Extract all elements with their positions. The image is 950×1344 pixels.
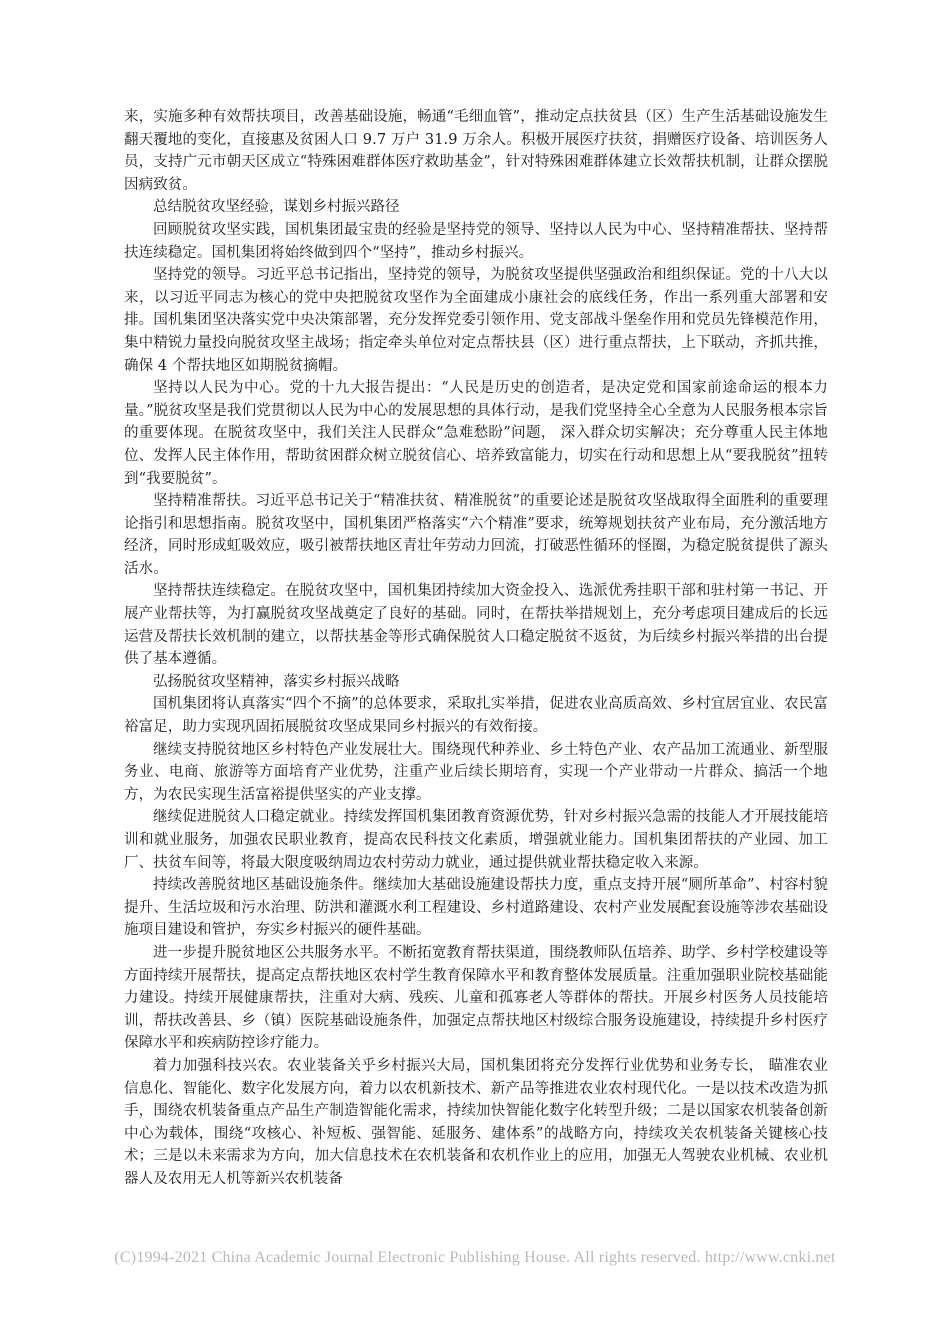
paragraph-infrastructure: 持续改善脱贫地区基础设施条件。继续加大基础设施建设帮扶力度，重点支持开展“厕所革命”、村容村貌提升、生活垃圾和污水治理、防洪和灌溉水利工程建设、乡村道路建设、农村产业发展配套设施等涉农基础设施项目建设和管护，夯实乡村振兴的硬件基础。 [124,877,828,939]
paragraph-party-leadership: 坚持党的领导。习近平总书记指出，坚持党的领导，为脱贫攻坚提供坚强政治和组织保证。党的十八大以来，以习近平同志为核心的党中央把脱贫攻坚作为全面建成小康社会的底线任务，作出一系列重大部署和安排。国机集团坚决落实党中央决策部署，充分发挥党委引领作用、党支部战斗堡垒作用和党员先锋模范作用，集中精锐力量投向脱贫攻坚主战场；指定牵头单位对定点帮扶县（区）进行重点帮扶，上下联动，齐抓共推，确保 4 个帮扶地区如期脱贫摘帽。 [124,267,828,374]
section-heading-summary: 总结脱贫攻坚经验，谋划乡村振兴路径 [153,199,400,216]
paragraph-technology-agriculture: 着力加强科技兴农。农业装备关乎乡村振兴大局，国机集团将充分发挥行业优势和业务专长， 瞄准农业信息化、智能化、数字化发展方向，着力以农机新技术、新产品等推进农业农村现代化。一是以技术改造为抓手，围绕农机装备重点产品生产制造智能化需求，持续加快智能化数字化转型升级；二是以国家农机装备创新中心为载体，围绕“攻核心、补短板、强智能、延服务、建体系”的战略方向，持续攻关农机装备关键核心技术；三是以未来需求为方向，加大信息技术在农机装备和农机作业上的应用，加强无人驾驶农业机械、农业机器人及农用无人机等新兴农机装备 [124,1057,828,1187]
paragraph-four-not-remove: 国机集团将认真落实“四个不摘”的总体要求，采取扎实举措，促进农业高质高效、乡村宜居宜业、农民富裕富足，助力实现巩固拓展脱贫攻坚成果同乡村振兴的有效衔接。 [124,696,828,736]
paragraph-public-services: 进一步提升脱贫地区公共服务水平。不断拓宽教育帮扶渠道，围绕教师队伍培养、助学、乡村学校建设等方面持续开展帮扶，提高定点帮扶地区农村学生教育保障水平和教育整体发展质量。注重加强职业院校基础能力建设。持续开展健康帮扶，注重对大病、残疾、儿童和孤寡老人等群体的帮扶。开展乡村医务人员技能培训，帮扶改善县、乡（镇）医院基础设施条件，加强定点帮扶地区村级综合服务设施建设，持续提升乡村医疗保障水平和疾病防控诊疗能力。 [124,944,828,1052]
paragraph-people-centered: 坚持以人民为中心。党的十九大报告提出：“人民是历史的创造者，是决定党和国家前途命运的根本力量。”脱贫攻坚是我们党贯彻以人民为中心的发展思想的具体行动，是我们党坚持全心全意为人民服务根本宗旨的重要体现。在脱贫攻坚中，我们关注人民群众“急难愁盼”问题， 深入群众切实解决；充分尊重人民主体地位、发挥人民主体作用，帮助贫困群众树立脱贫信心、培养致富能力，切实在行动和思想上从“要我脱贫”扭转到“我要脱贫”。 [124,380,828,487]
paragraph-industry-support: 继续支持脱贫地区乡村特色产业发展壮大。围绕现代种养业、乡土特色产业、农产品加工流通业、新型服务业、电商、旅游等方面培育产业优势，注重产业后续长期培育，实现一个产业带动一片群众、搞活一个地方，为农民实现生活富裕提供坚实的产业支撑。 [124,741,828,803]
paragraph-employment: 继续促进脱贫人口稳定就业。持续发挥国机集团教育资源优势，针对乡村振兴急需的技能人才开展技能培训和就业服务，加强农民职业教育，提高农民科技文化素质，增强就业能力。国机集团帮扶的产业园、加工厂、扶贫车间等，将最大限度吸纳周边农村劳动力就业，通过提供就业帮扶稳定收入来源。 [124,809,828,871]
paragraph-review-experience: 回顾脱贫攻坚实践，国机集团最宝贵的经验是坚持党的领导、坚持以人民为中心、坚持精准帮扶、坚持帮扶连续稳定。国机集团将始终做到四个“坚持”，推动乡村振兴。 [124,221,828,261]
section-heading-spirit: 弘扬脱贫攻坚精神，落实乡村振兴战略 [153,673,400,690]
article-body [124,106,828,1191]
copyright-footer: (C)1994-2021 China Academic Journal Electronic Publishing House. All rights reserved. http://www.cnki.net [114,1249,836,1266]
paragraph-intro-continuation: 来，实施多种有效帮扶项目，改善基础设施，畅通“毛细血管”，推动定点扶贫县（区）生产生活基础设施发生翻天覆地的变化，直接惠及贫困人口 9.7 万户 31.9 万余人。积极开展医疗扶贫，捐赠医疗设备、培训医务人员，支持广元市朝天区成立“特殊困难群体医疗救助基金”，针对特殊困难群体建立长效帮扶机制，让群众摆脱因病致贫。 [124,109,828,193]
paragraph-continuous-assistance: 坚持帮扶连续稳定。在脱贫攻坚中，国机集团持续加大资金投入、选派优秀挂职干部和驻村第一书记、开展产业帮扶等，为打赢脱贫攻坚战奠定了良好的基础。同时，在帮扶举措规划上，充分考虑项目建成后的长远运营及帮扶长效机制的建立，以帮扶基金等形式确保脱贫人口稳定脱贫不返贫，为后续乡村振兴举措的出台提供了基本遵循。 [124,583,828,668]
paragraph-precise-assistance: 坚持精准帮扶。习近平总书记关于“精准扶贫、精准脱贫”的重要论述是脱贫攻坚战取得全面胜利的重要理论指引和思想指南。脱贫攻坚中，国机集团严格落实“六个精准”要求，统筹规划扶贫产业布局，充分激活地方经济，同时形成虹吸效应，吸引被帮扶地区青壮年劳动力回流，打破恶性循环的怪圈，为稳定脱贫提供了源头活水。 [124,493,828,577]
